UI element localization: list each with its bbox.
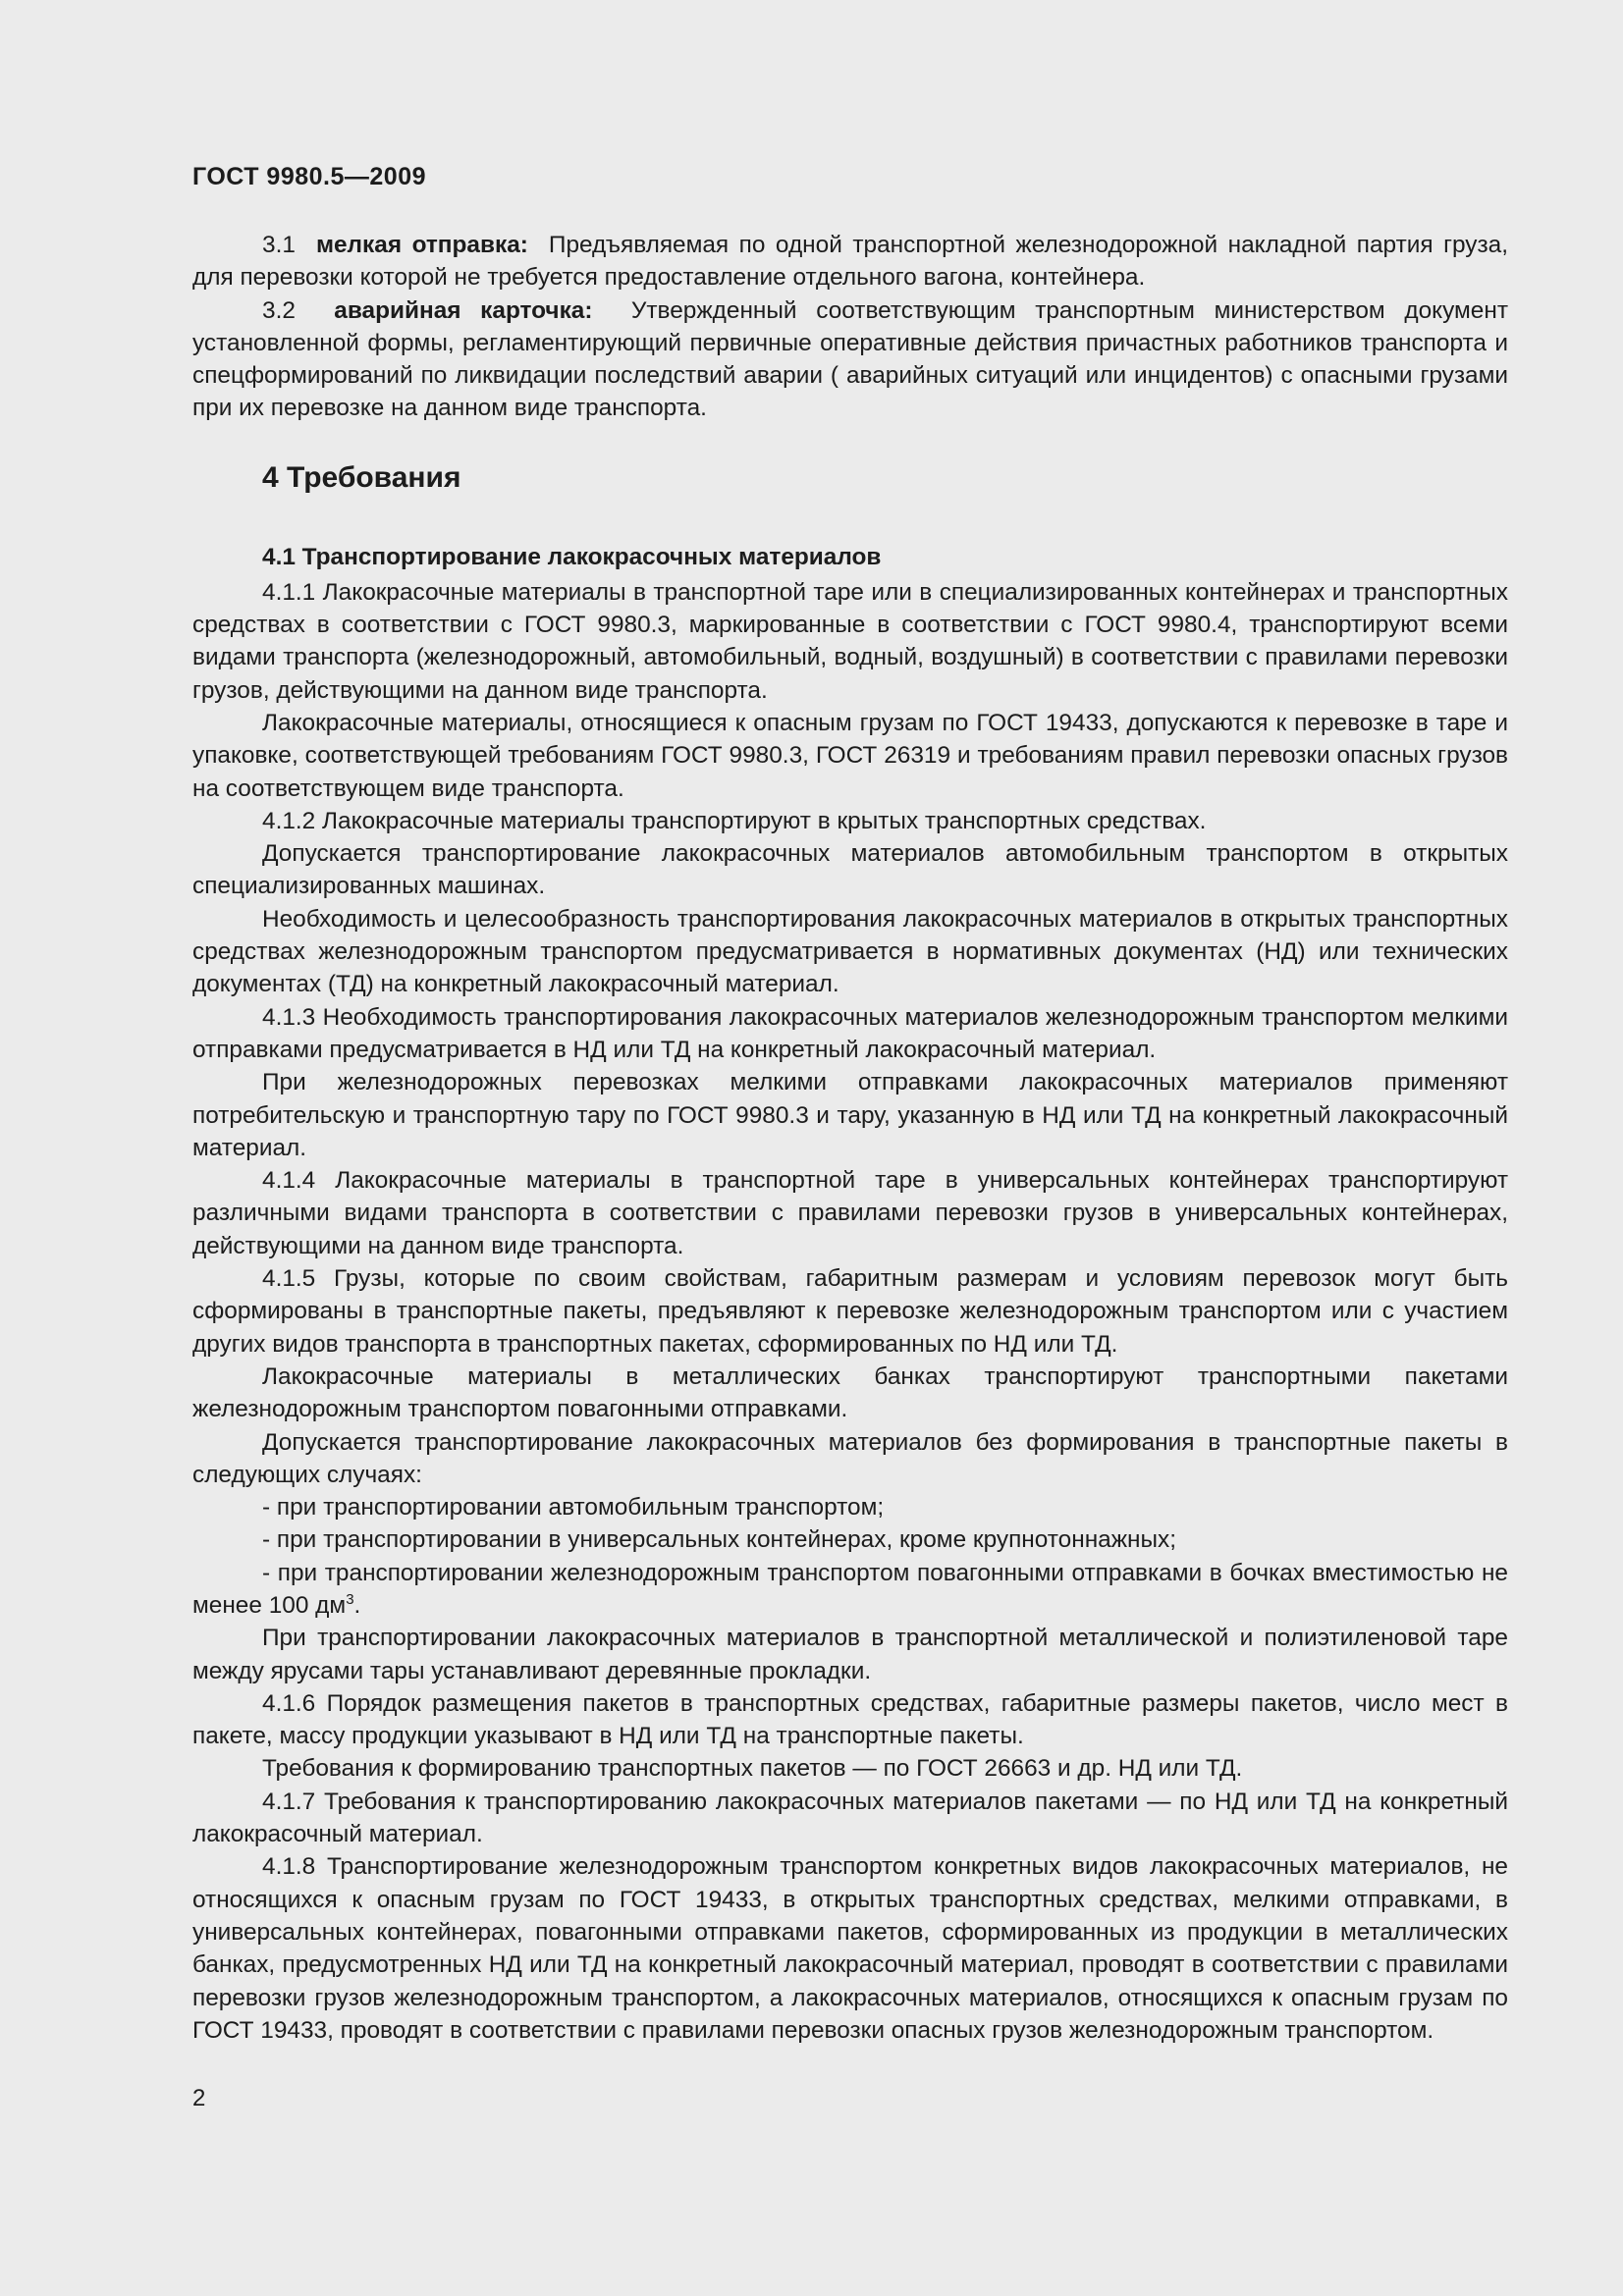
list-item: - при транспортировании в универсальных контейнерах, кроме крупнотоннажных;	[262, 1526, 1177, 1554]
page-number: 2	[192, 2085, 206, 2111]
paragraph: Лакокрасочные материалы, относящиеся к опасным грузам по ГОСТ 19433, допускаются к перевозке в таре и упаковке, соответствующей требованиям ГОСТ 9980.3, ГОСТ 26319 и требованиям правил перевозки опасных грузов на соответствующем виде транспорта.	[192, 709, 1508, 802]
list-item-end: .	[353, 1591, 361, 1619]
list-item-text: - при транспортировании железнодорожным транспортом повагонными отправками в бочках вместимостью не менее 100 дм	[192, 1559, 1508, 1619]
definition-3-2	[192, 294, 1508, 425]
paragraph-4-1-4: 4.1.4 Лакокрасочные материалы в транспортной таре в универсальных контейнерах транспортируют различными видами транспорта в соответствии с правилами перевозки грузов в универсальных контейнерах, действующими на данном виде транспорта.	[192, 1167, 1508, 1259]
definition-text: Предъявляемая по одной транспортной железнодорожной накладной партия груза, для перевозки которой не требуется предоставление отдельного вагона, контейнера.	[192, 232, 1509, 292]
paragraph: Допускается транспортирование лакокрасочных материалов автомобильным транспортом в открытых специализированных машинах.	[192, 840, 1508, 900]
paragraph-4-1-2: 4.1.2 Лакокрасочные материалы транспортируют в крытых транспортных средствах.	[262, 807, 1207, 834]
list-item	[192, 1557, 1508, 1623]
definition-term: аварийная карточка:	[334, 296, 593, 324]
paragraph: При транспортировании лакокрасочных материалов в транспортной металлической и полиэтиленовой таре между ярусами тары устанавливают деревянные прокладки.	[192, 1625, 1508, 1684]
paragraph: Лакокрасочные материалы в металлических банках транспортируют транспортными пакетами железнодорожным транспортом повагонными отправками.	[192, 1362, 1508, 1423]
definition-text: Утвержденный соответствующим транспортным министерством документ установленной формы, регламентирующий первичные оперативные действия причастных работников транспорта и спецформирований по ликвидации последствий аварии ( аварийных ситуаций или инцидентов) с опасными грузами при их перевозке на данном виде транспорта.	[192, 296, 1508, 422]
paragraph: Допускается транспортирование лакокрасочных материалов без формирования в транспортные пакеты в следующих случаях:	[192, 1428, 1508, 1488]
definition-number: 3.2	[262, 296, 296, 324]
paragraph-4-1-6: 4.1.6 Порядок размещения пакетов в транспортных средствах, габаритные размеры пакетов, число мест в пакете, массу продукции указывают в НД или ТД на транспортные пакеты.	[192, 1689, 1508, 1750]
paragraph-4-1-5: 4.1.5 Грузы, которые по своим свойствам, габаритным размерам и условиям перевозок могут быть сформированы в транспортные пакеты, предъявляют к перевозке железнодорожным транспортом или с участием других видов транспорта в транспортных пакетах, сформированных по НД или ТД.	[192, 1265, 1508, 1358]
list-item: - при транспортировании автомобильным транспортом;	[262, 1494, 885, 1522]
definition-number: 3.1	[262, 232, 296, 258]
paragraph: При железнодорожных перевозках мелкими отправками лакокрасочных материалов применяют потребительскую и транспортную тару по ГОСТ 9980.3 и тару, указанную в НД или ТД на конкретный лакокрасочный материал.	[192, 1069, 1508, 1161]
section-heading-4: 4 Требования	[262, 460, 461, 494]
paragraph-4-1-3: 4.1.3 Необходимость транспортирования лакокрасочных материалов железнодорожным транспортом мелкими отправками предусматривается в НД или ТД на конкретный лакокрасочный материал.	[192, 1003, 1508, 1063]
paragraph-4-1-1: 4.1.1 Лакокрасочные материалы в транспортной таре или в специализированных контейнерах и транспортных средствах в соответствии с ГОСТ 9980.3, маркированные в соответствии с ГОСТ 9980.4, транспортируют всеми видами транспорта (железнодорожный, автомобильный, водный, воздушный) в соответствии с правилами перевозки грузов, действующими на данном виде транспорта.	[192, 578, 1508, 704]
paragraph-4-1-8: 4.1.8 Транспортирование железнодорожным транспортом конкретных видов лакокрасочных материалов, не относящихся к опасным грузам по ГОСТ 19433, в открытых транспортных средствах, мелкими отправками, в универсальных контейнерах, повагонными отправками пакетов, сформированных из продукции в металлических банках, предусмотренных НД или ТД на конкретный лакокрасочный материал, проводят в соответствии с правилами перевозки грузов железнодорожным транспортом, а лакокрасочных материалов, относящихся к опасным грузам по ГОСТ 19433, проводят в соответствии с правилами перевозки опасных грузов железнодорожным транспортом.	[192, 1853, 1508, 2044]
definition-term: мелкая отправка:	[315, 232, 528, 258]
definition-3-1	[192, 229, 1508, 294]
paragraph: Необходимость и целесообразность транспортирования лакокрасочных материалов в открытых транспортных средствах железнодорожным транспортом предусматривается в нормативных документах (НД) или технических документах (ТД) на конкретный лакокрасочный материал.	[192, 905, 1508, 998]
superscript: 3	[346, 1590, 354, 1608]
paragraph-4-1-7: 4.1.7 Требования к транспортированию лакокрасочных материалов пакетами — по НД или ТД на конкретный лакокрасочный материал.	[192, 1788, 1508, 1848]
document-body	[192, 229, 1508, 2047]
paragraph: Требования к формированию транспортных пакетов — по ГОСТ 26663 и др. НД или ТД.	[262, 1755, 1243, 1783]
subsection-heading-4-1: 4.1 Транспортирование лакокрасочных материалов	[262, 543, 882, 570]
document-header: ГОСТ 9980.5—2009	[192, 163, 427, 190]
